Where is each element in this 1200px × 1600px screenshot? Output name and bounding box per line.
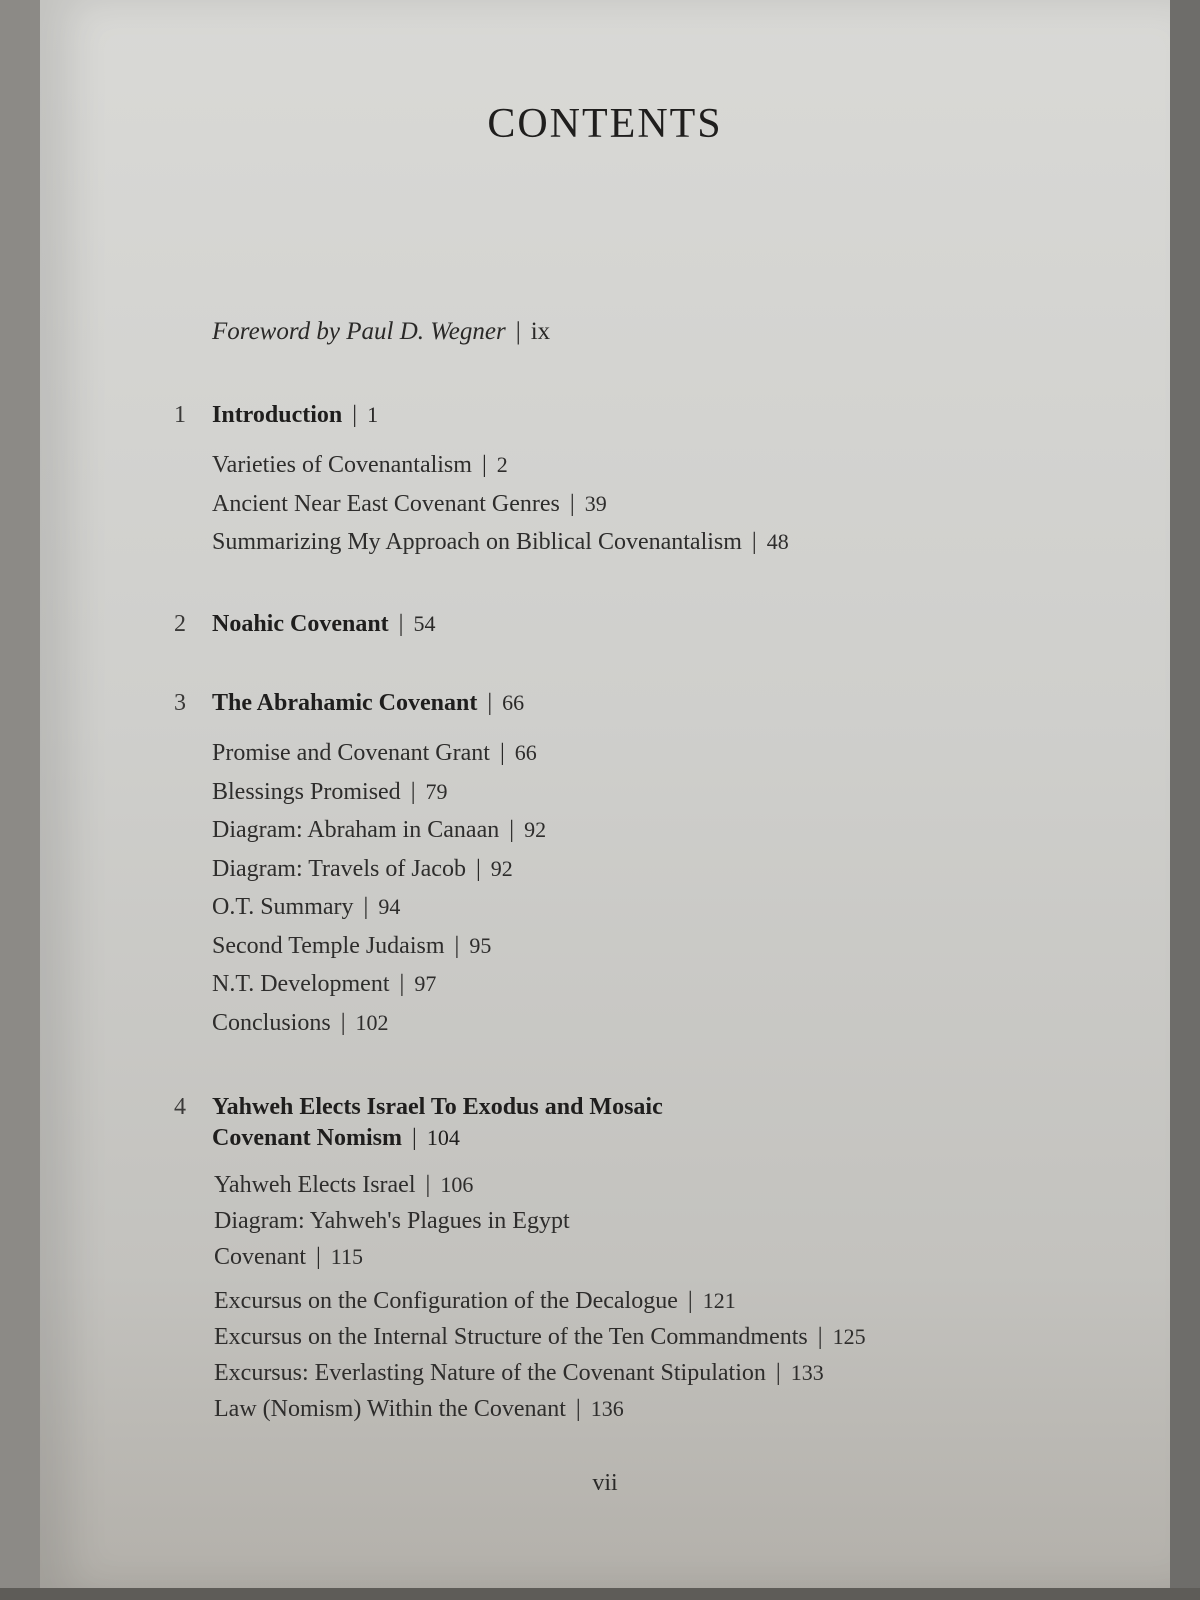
page-edge-shadow bbox=[1170, 0, 1200, 1600]
section-page: 66 bbox=[514, 740, 537, 765]
chapter-title: Introduction bbox=[212, 402, 343, 428]
section-label: Excursus on the Configuration of the Decalogue bbox=[214, 1288, 678, 1314]
section-label: Diagram: Travels of Jacob bbox=[212, 855, 466, 882]
chapter-title: The Abrahamic Covenant bbox=[212, 690, 478, 716]
section-page: 125 bbox=[832, 1324, 866, 1349]
separator: | bbox=[352, 402, 358, 428]
chapter-3-heading bbox=[174, 690, 524, 717]
section-page: 115 bbox=[330, 1244, 363, 1269]
section-label: Varieties of Covenantalism bbox=[212, 452, 472, 478]
section-entry bbox=[214, 1288, 866, 1324]
page-bottom-edge bbox=[0, 1588, 1200, 1600]
section-label: N.T. Development bbox=[212, 971, 390, 997]
separator: | bbox=[687, 1288, 693, 1314]
separator: | bbox=[410, 778, 416, 805]
section-label: Diagram: Abraham in Canaan bbox=[212, 817, 500, 843]
section-entry bbox=[212, 452, 789, 491]
separator: | bbox=[575, 1396, 581, 1422]
section-label: Second Temple Judaism bbox=[212, 932, 445, 959]
section-page: 92 bbox=[490, 855, 513, 881]
chapter-4-heading bbox=[174, 1094, 663, 1152]
section-label: Blessings Promised bbox=[212, 778, 401, 805]
section-page: 97 bbox=[414, 971, 437, 996]
chapter-number: 2 bbox=[174, 611, 186, 637]
foreword-entry bbox=[212, 318, 550, 346]
section-entry bbox=[212, 491, 789, 530]
section-page: 121 bbox=[702, 1288, 736, 1313]
section-page: 102 bbox=[355, 1009, 389, 1035]
contents-page bbox=[40, 0, 1170, 1590]
section-label: Excursus: Everlasting Nature of the Covenant Stipulation bbox=[214, 1360, 766, 1386]
section-entry bbox=[212, 971, 546, 1010]
section-page: 94 bbox=[378, 894, 401, 919]
chapter-number: 4 bbox=[174, 1094, 186, 1120]
section-label: Promise and Covenant Grant bbox=[212, 740, 490, 766]
section-entry bbox=[214, 1396, 866, 1432]
section-entry bbox=[212, 933, 546, 972]
separator: | bbox=[363, 894, 369, 920]
section-entry bbox=[214, 1324, 866, 1360]
section-label: Covenant bbox=[214, 1244, 306, 1270]
section-entry bbox=[212, 740, 546, 779]
section-label: Conclusions bbox=[212, 1009, 331, 1036]
section-page: 2 bbox=[496, 452, 508, 477]
section-entry bbox=[212, 817, 546, 856]
separator: | bbox=[412, 1125, 417, 1151]
chapter-page: 104 bbox=[426, 1125, 460, 1150]
section-page: 92 bbox=[524, 817, 547, 842]
section-label: Ancient Near East Covenant Genres bbox=[212, 490, 560, 517]
section-page: 136 bbox=[590, 1396, 624, 1421]
section-entry bbox=[212, 1010, 546, 1049]
separator: | bbox=[425, 1172, 431, 1198]
section-entry bbox=[214, 1360, 866, 1396]
section-page: 48 bbox=[766, 529, 789, 554]
chapter-3-sections bbox=[212, 740, 546, 1048]
section-entry bbox=[212, 856, 546, 895]
separator: | bbox=[487, 690, 493, 716]
section-page: 106 bbox=[440, 1172, 474, 1197]
separator: | bbox=[751, 529, 757, 555]
chapter-number: 3 bbox=[174, 690, 186, 716]
separator: | bbox=[499, 740, 505, 766]
separator: | bbox=[475, 855, 481, 882]
chapter-1-sections bbox=[212, 452, 789, 568]
section-page: 95 bbox=[469, 932, 492, 958]
section-entry bbox=[214, 1172, 866, 1208]
section-entry bbox=[214, 1244, 866, 1288]
section-entry bbox=[212, 529, 789, 568]
chapter-2-heading bbox=[174, 611, 435, 638]
separator: | bbox=[515, 318, 521, 345]
section-page: 133 bbox=[790, 1360, 824, 1385]
foreword-page: ix bbox=[530, 318, 551, 345]
chapter-1-heading bbox=[174, 402, 378, 429]
section-label: Law (Nomism) Within the Covenant bbox=[214, 1396, 566, 1422]
chapter-page: 66 bbox=[502, 690, 525, 715]
separator: | bbox=[340, 1009, 346, 1036]
separator: | bbox=[454, 932, 460, 959]
section-label: Diagram: Yahweh's Plagues in Egypt bbox=[214, 1208, 570, 1234]
section-label: Yahweh Elects Israel bbox=[214, 1172, 416, 1198]
separator: | bbox=[817, 1324, 823, 1350]
book-page bbox=[40, 0, 1170, 1590]
foreword-label: Foreword by Paul D. Wegner bbox=[212, 318, 506, 345]
chapter-title-line1: Yahweh Elects Israel To Exodus and Mosaic bbox=[212, 1094, 663, 1120]
separator: | bbox=[509, 817, 515, 843]
separator: | bbox=[315, 1244, 321, 1270]
separator: | bbox=[398, 611, 404, 637]
section-entry bbox=[212, 779, 546, 818]
section-label: Excursus on the Internal Structure of the Ten Commandments bbox=[214, 1324, 808, 1350]
page-title: CONTENTS bbox=[487, 101, 723, 147]
section-entry bbox=[212, 894, 546, 933]
chapter-title-line2: Covenant Nomism bbox=[212, 1125, 402, 1151]
section-page: 79 bbox=[425, 778, 448, 804]
chapter-page: 54 bbox=[413, 611, 436, 636]
page-number: vii bbox=[592, 1470, 618, 1496]
chapter-title: Noahic Covenant bbox=[212, 611, 389, 637]
chapter-4-sections bbox=[214, 1172, 866, 1432]
section-entry bbox=[214, 1208, 866, 1244]
section-label: O.T. Summary bbox=[212, 894, 354, 920]
separator: | bbox=[399, 971, 405, 997]
separator: | bbox=[775, 1360, 781, 1386]
chapter-number: 1 bbox=[174, 402, 186, 428]
chapter-title-line2-row bbox=[212, 1125, 663, 1152]
section-page: 39 bbox=[584, 490, 607, 516]
chapter-page: 1 bbox=[367, 402, 379, 427]
separator: | bbox=[569, 490, 575, 517]
separator: | bbox=[481, 452, 487, 478]
section-label: Summarizing My Approach on Biblical Covenantalism bbox=[212, 529, 742, 555]
